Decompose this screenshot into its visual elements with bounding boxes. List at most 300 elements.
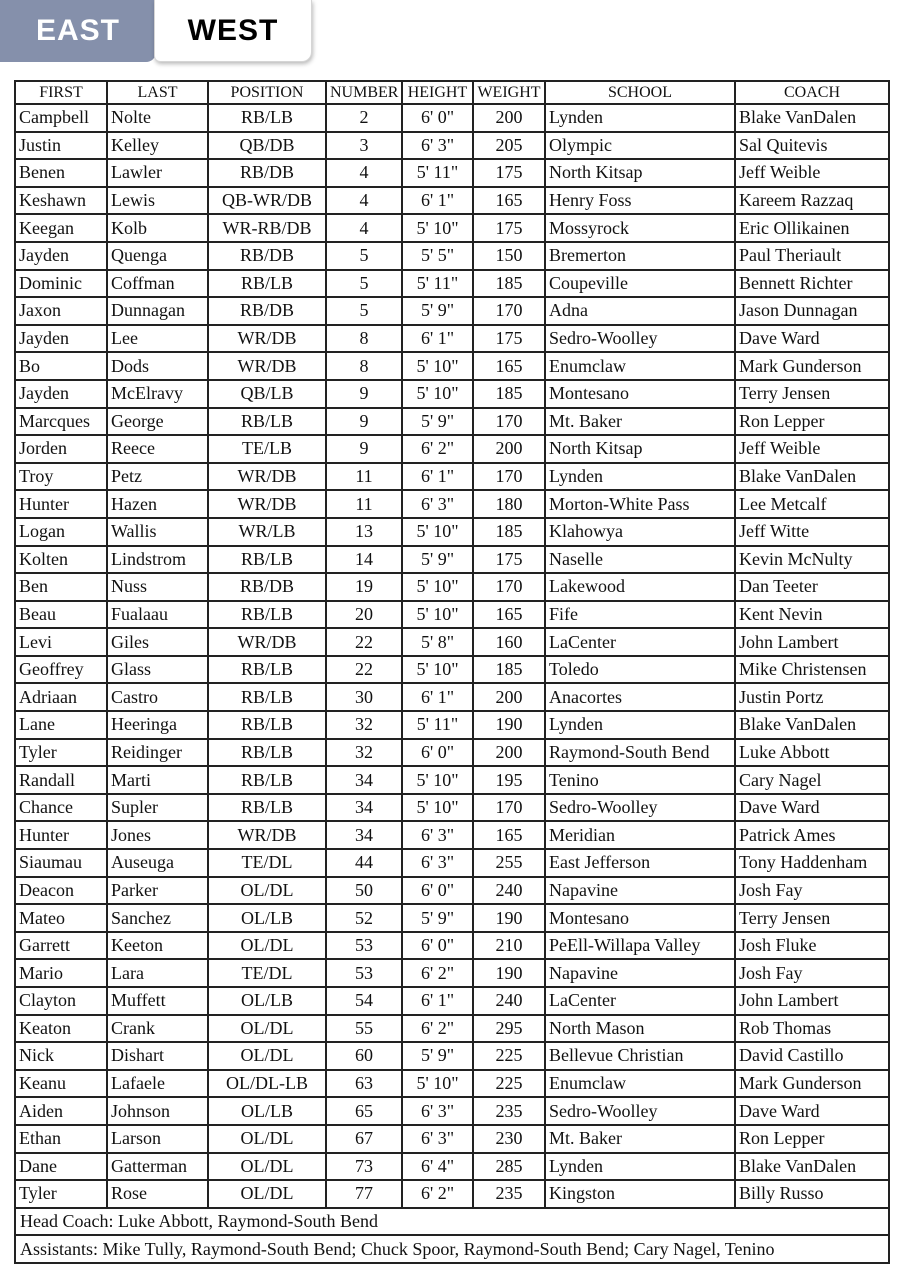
head-coach-row [15,1208,889,1236]
cell-first: Aiden [15,1097,107,1125]
table-row [15,518,889,546]
cell-first: Jaxon [15,297,107,325]
cell-last: Dunnagan [107,297,208,325]
cell-weight: 235 [473,1097,545,1125]
cell-last: Glass [107,656,208,684]
cell-coach: Jeff Weible [735,159,889,187]
cell-position: OL/LB [208,987,326,1015]
cell-position: WR/DB [208,325,326,353]
cell-weight: 175 [473,159,545,187]
cell-height: 5' 10" [402,214,473,242]
cell-number: 44 [326,849,402,877]
cell-first: Justin [15,132,107,160]
cell-last: Reidinger [107,739,208,767]
column-header-number: NUMBER [326,81,402,104]
cell-coach: Josh Fay [735,877,889,905]
cell-height: 6' 0" [402,739,473,767]
cell-weight: 185 [473,380,545,408]
cell-number: 19 [326,573,402,601]
cell-number: 4 [326,187,402,215]
cell-coach: John Lambert [735,987,889,1015]
cell-height: 5' 9" [402,904,473,932]
cell-weight: 295 [473,1015,545,1043]
cell-height: 5' 10" [402,766,473,794]
cell-school: Fife [545,601,735,629]
head-coach-text: Head Coach: Luke Abbott, Raymond-South Bend [15,1208,889,1236]
cell-height: 6' 1" [402,325,473,353]
cell-position: RB/DB [208,159,326,187]
cell-height: 6' 1" [402,683,473,711]
cell-position: OL/DL [208,932,326,960]
cell-school: Lynden [545,1153,735,1181]
table-row [15,766,889,794]
cell-height: 6' 3" [402,849,473,877]
cell-coach: Blake VanDalen [735,711,889,739]
cell-position: TE/DL [208,849,326,877]
cell-last: Sanchez [107,904,208,932]
cell-last: Heeringa [107,711,208,739]
cell-first: Clayton [15,987,107,1015]
cell-height: 5' 9" [402,408,473,436]
cell-height: 5' 10" [402,601,473,629]
cell-school: Lynden [545,711,735,739]
cell-number: 8 [326,352,402,380]
cell-position: RB/LB [208,546,326,574]
cell-position: RB/LB [208,766,326,794]
cell-last: Supler [107,794,208,822]
cell-school: Tenino [545,766,735,794]
cell-first: Dominic [15,270,107,298]
cell-coach: Terry Jensen [735,904,889,932]
cell-coach: Terry Jensen [735,380,889,408]
cell-first: Ethan [15,1125,107,1153]
cell-height: 5' 11" [402,270,473,298]
cell-coach: David Castillo [735,1042,889,1070]
cell-first: Tyler [15,739,107,767]
cell-number: 63 [326,1070,402,1098]
cell-weight: 185 [473,270,545,298]
cell-last: Parker [107,877,208,905]
cell-coach: Dave Ward [735,1097,889,1125]
column-header-weight: WEIGHT [473,81,545,104]
cell-position: QB/LB [208,380,326,408]
cell-height: 6' 0" [402,932,473,960]
table-row [15,1070,889,1098]
cell-height: 5' 11" [402,159,473,187]
cell-coach: Bennett Richter [735,270,889,298]
cell-school: PeEll-Willapa Valley [545,932,735,960]
cell-weight: 185 [473,518,545,546]
tab-west[interactable]: WEST [154,0,312,62]
cell-position: OL/DL [208,1042,326,1070]
cell-school: Montesano [545,904,735,932]
cell-number: 77 [326,1180,402,1208]
cell-last: Johnson [107,1097,208,1125]
cell-last: Muffett [107,987,208,1015]
cell-coach: Josh Fluke [735,932,889,960]
cell-school: East Jefferson [545,849,735,877]
roster-body [15,104,889,1208]
cell-school: North Mason [545,1015,735,1043]
table-row [15,352,889,380]
cell-position: RB/DB [208,242,326,270]
cell-weight: 210 [473,932,545,960]
cell-position: TE/DL [208,959,326,987]
cell-height: 5' 11" [402,711,473,739]
cell-position: RB/DB [208,573,326,601]
table-row [15,490,889,518]
cell-first: Keegan [15,214,107,242]
cell-school: Enumclaw [545,352,735,380]
cell-weight: 170 [473,573,545,601]
table-row [15,601,889,629]
cell-coach: Paul Theriault [735,242,889,270]
cell-coach: Ron Lepper [735,408,889,436]
cell-coach: Kevin McNulty [735,546,889,574]
cell-number: 50 [326,877,402,905]
cell-number: 5 [326,270,402,298]
cell-weight: 180 [473,490,545,518]
table-row [15,656,889,684]
cell-school: Anacortes [545,683,735,711]
cell-height: 5' 10" [402,352,473,380]
cell-school: Sedro-Woolley [545,794,735,822]
cell-coach: Lee Metcalf [735,490,889,518]
cell-height: 6' 3" [402,821,473,849]
table-row [15,463,889,491]
table-row [15,297,889,325]
cell-last: Fualaau [107,601,208,629]
table-row [15,1180,889,1208]
cell-school: Meridian [545,821,735,849]
table-row [15,711,889,739]
tab-east[interactable]: EAST [0,0,156,62]
cell-coach: Dave Ward [735,794,889,822]
cell-height: 6' 1" [402,987,473,1015]
cell-number: 34 [326,821,402,849]
cell-last: Giles [107,628,208,656]
column-header-height: HEIGHT [402,81,473,104]
roster-table [14,80,890,1264]
cell-first: Hunter [15,490,107,518]
cell-school: Montesano [545,380,735,408]
table-row [15,573,889,601]
cell-weight: 195 [473,766,545,794]
cell-last: Dods [107,352,208,380]
column-header-last: LAST [107,81,208,104]
table-row [15,821,889,849]
cell-first: Jayden [15,242,107,270]
cell-school: Raymond-South Bend [545,739,735,767]
cell-last: Lara [107,959,208,987]
cell-height: 5' 9" [402,297,473,325]
cell-position: WR/DB [208,628,326,656]
cell-first: Jayden [15,325,107,353]
cell-last: Jones [107,821,208,849]
table-row [15,987,889,1015]
cell-height: 5' 9" [402,1042,473,1070]
cell-school: Naselle [545,546,735,574]
cell-weight: 190 [473,904,545,932]
cell-position: RB/LB [208,270,326,298]
roster-footer [15,1208,889,1263]
assistants-text: Assistants: Mike Tully, Raymond-South Bend; Chuck Spoor, Raymond-South Bend; Cary Nagel, Tenino [15,1235,889,1263]
cell-last: Wallis [107,518,208,546]
cell-school: Napavine [545,959,735,987]
cell-position: OL/LB [208,1097,326,1125]
column-header-first: FIRST [15,81,107,104]
header-row [15,81,889,104]
cell-position: TE/LB [208,435,326,463]
cell-school: Morton-White Pass [545,490,735,518]
cell-weight: 230 [473,1125,545,1153]
cell-first: Marcques [15,408,107,436]
cell-last: Lindstrom [107,546,208,574]
cell-first: Jayden [15,380,107,408]
cell-last: Auseuga [107,849,208,877]
cell-school: Sedro-Woolley [545,1097,735,1125]
table-row [15,435,889,463]
cell-first: Mario [15,959,107,987]
table-row [15,1125,889,1153]
cell-school: Sedro-Woolley [545,325,735,353]
cell-coach: Luke Abbott [735,739,889,767]
table-row [15,546,889,574]
cell-first: Geoffrey [15,656,107,684]
cell-number: 9 [326,435,402,463]
cell-coach: Jason Dunnagan [735,297,889,325]
cell-height: 6' 3" [402,490,473,518]
cell-height: 6' 0" [402,877,473,905]
cell-weight: 160 [473,628,545,656]
cell-height: 5' 5" [402,242,473,270]
table-row [15,683,889,711]
cell-first: Bo [15,352,107,380]
cell-position: QB/DB [208,132,326,160]
cell-number: 9 [326,408,402,436]
cell-position: RB/LB [208,601,326,629]
table-row [15,242,889,270]
cell-position: RB/LB [208,104,326,132]
cell-position: RB/LB [208,408,326,436]
table-row [15,214,889,242]
cell-last: McElravy [107,380,208,408]
cell-school: North Kitsap [545,159,735,187]
cell-last: Petz [107,463,208,491]
cell-school: Mt. Baker [545,408,735,436]
cell-last: Kelley [107,132,208,160]
cell-number: 34 [326,794,402,822]
cell-school: Bellevue Christian [545,1042,735,1070]
cell-height: 6' 3" [402,132,473,160]
cell-number: 60 [326,1042,402,1070]
cell-first: Dane [15,1153,107,1181]
cell-school: Toledo [545,656,735,684]
cell-position: OL/LB [208,904,326,932]
cell-coach: Cary Nagel [735,766,889,794]
cell-first: Garrett [15,932,107,960]
cell-position: OL/DL [208,877,326,905]
cell-last: Hazen [107,490,208,518]
cell-height: 6' 1" [402,463,473,491]
cell-first: Keanu [15,1070,107,1098]
cell-coach: Kent Nevin [735,601,889,629]
table-row [15,1097,889,1125]
cell-first: Campbell [15,104,107,132]
cell-weight: 235 [473,1180,545,1208]
cell-number: 14 [326,546,402,574]
cell-coach: John Lambert [735,628,889,656]
cell-school: LaCenter [545,987,735,1015]
cell-first: Randall [15,766,107,794]
cell-weight: 205 [473,132,545,160]
table-row [15,380,889,408]
cell-coach: Blake VanDalen [735,104,889,132]
cell-number: 73 [326,1153,402,1181]
cell-first: Hunter [15,821,107,849]
cell-number: 20 [326,601,402,629]
cell-height: 5' 10" [402,573,473,601]
column-header-position: POSITION [208,81,326,104]
cell-position: OL/DL [208,1015,326,1043]
cell-position: WR/DB [208,821,326,849]
cell-coach: Mark Gunderson [735,1070,889,1098]
cell-number: 4 [326,159,402,187]
cell-coach: Sal Quitevis [735,132,889,160]
cell-coach: Kareem Razzaq [735,187,889,215]
cell-school: LaCenter [545,628,735,656]
cell-number: 34 [326,766,402,794]
cell-position: RB/LB [208,739,326,767]
cell-last: Lawler [107,159,208,187]
cell-last: Gatterman [107,1153,208,1181]
table-row [15,325,889,353]
table-row [15,849,889,877]
cell-height: 6' 2" [402,1015,473,1043]
cell-position: WR/DB [208,463,326,491]
cell-weight: 165 [473,821,545,849]
cell-last: Nuss [107,573,208,601]
cell-coach: Mike Christensen [735,656,889,684]
cell-number: 54 [326,987,402,1015]
cell-weight: 170 [473,794,545,822]
cell-height: 5' 10" [402,794,473,822]
cell-coach: Justin Portz [735,683,889,711]
cell-position: OL/DL [208,1153,326,1181]
table-row [15,104,889,132]
column-header-school: SCHOOL [545,81,735,104]
cell-height: 6' 3" [402,1097,473,1125]
cell-last: Keeton [107,932,208,960]
cell-height: 6' 4" [402,1153,473,1181]
cell-height: 6' 2" [402,435,473,463]
cell-first: Lane [15,711,107,739]
cell-number: 52 [326,904,402,932]
cell-weight: 255 [473,849,545,877]
table-row [15,904,889,932]
cell-first: Mateo [15,904,107,932]
cell-first: Keaton [15,1015,107,1043]
cell-first: Keshawn [15,187,107,215]
cell-number: 3 [326,132,402,160]
cell-school: Lynden [545,463,735,491]
cell-weight: 225 [473,1042,545,1070]
cell-school: Lakewood [545,573,735,601]
cell-coach: Billy Russo [735,1180,889,1208]
cell-position: OL/DL-LB [208,1070,326,1098]
table-row [15,270,889,298]
cell-school: Henry Foss [545,187,735,215]
cell-last: Larson [107,1125,208,1153]
cell-weight: 240 [473,877,545,905]
cell-coach: Jeff Witte [735,518,889,546]
cell-height: 5' 8" [402,628,473,656]
cell-weight: 150 [473,242,545,270]
cell-coach: Blake VanDalen [735,463,889,491]
table-row [15,1042,889,1070]
cell-height: 5' 10" [402,656,473,684]
cell-first: Nick [15,1042,107,1070]
cell-number: 22 [326,656,402,684]
cell-school: Adna [545,297,735,325]
cell-position: WR/DB [208,352,326,380]
cell-first: Benen [15,159,107,187]
cell-last: Dishart [107,1042,208,1070]
cell-number: 11 [326,463,402,491]
cell-coach: Ron Lepper [735,1125,889,1153]
cell-position: RB/LB [208,794,326,822]
cell-number: 13 [326,518,402,546]
cell-height: 5' 10" [402,518,473,546]
column-header-coach: COACH [735,81,889,104]
cell-last: Lee [107,325,208,353]
table-row [15,932,889,960]
region-tabs [0,0,908,72]
table-row [15,187,889,215]
cell-weight: 175 [473,214,545,242]
table-row [15,628,889,656]
cell-weight: 175 [473,546,545,574]
cell-school: Bremerton [545,242,735,270]
cell-number: 9 [326,380,402,408]
cell-number: 55 [326,1015,402,1043]
cell-school: Olympic [545,132,735,160]
cell-last: George [107,408,208,436]
cell-height: 5' 10" [402,380,473,408]
cell-height: 6' 3" [402,1125,473,1153]
cell-position: RB/LB [208,656,326,684]
cell-number: 11 [326,490,402,518]
cell-weight: 165 [473,352,545,380]
cell-coach: Eric Ollikainen [735,214,889,242]
cell-coach: Dan Teeter [735,573,889,601]
cell-position: OL/DL [208,1180,326,1208]
cell-first: Logan [15,518,107,546]
table-row [15,159,889,187]
cell-first: Siaumau [15,849,107,877]
cell-last: Rose [107,1180,208,1208]
cell-weight: 190 [473,711,545,739]
table-row [15,877,889,905]
cell-last: Castro [107,683,208,711]
cell-first: Ben [15,573,107,601]
cell-school: Lynden [545,104,735,132]
cell-position: WR/LB [208,518,326,546]
table-row [15,132,889,160]
cell-coach: Patrick Ames [735,821,889,849]
table-row [15,739,889,767]
cell-first: Jorden [15,435,107,463]
